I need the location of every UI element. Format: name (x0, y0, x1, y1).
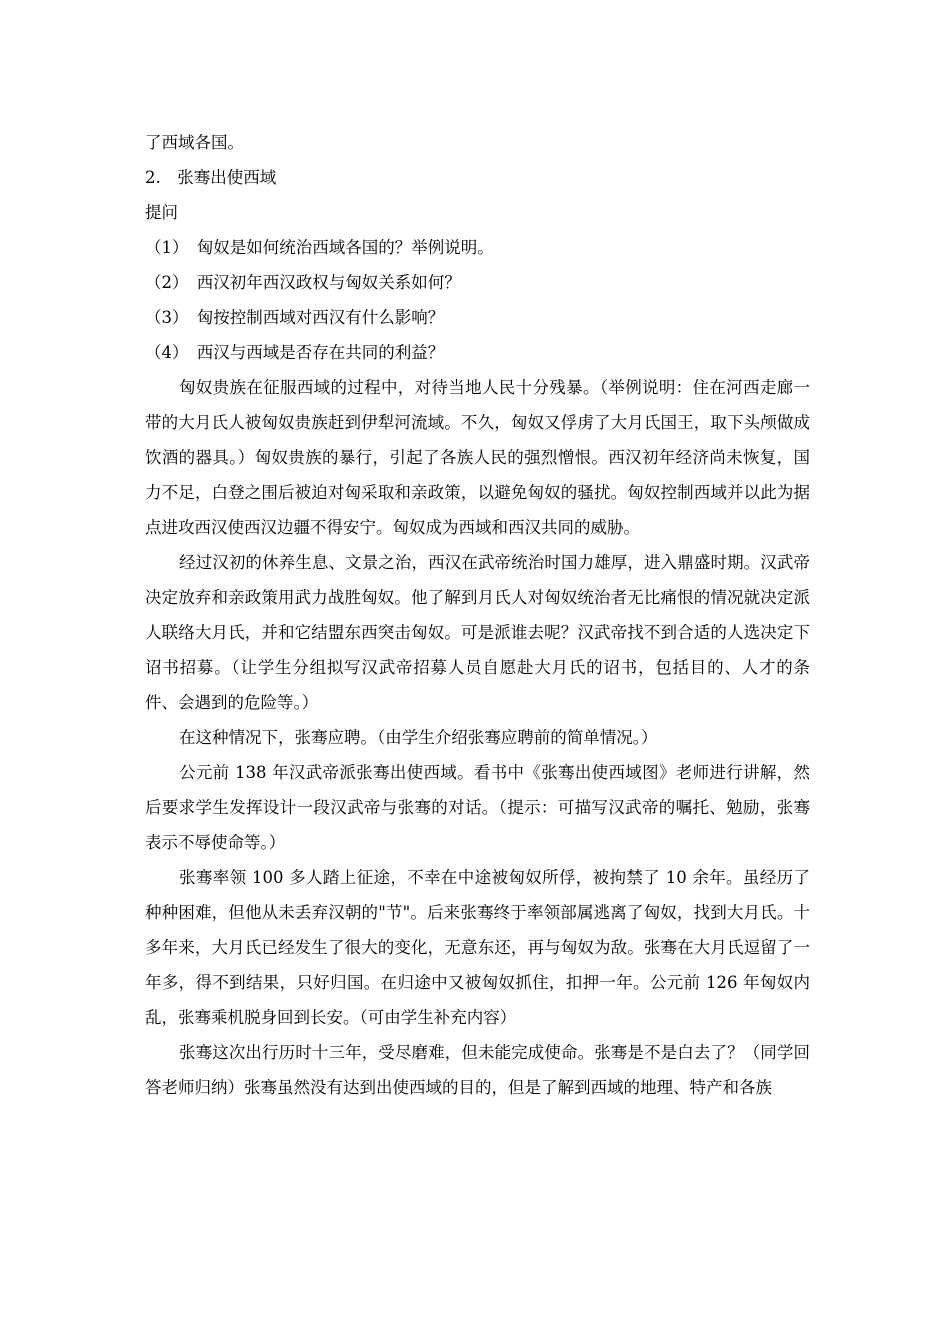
paragraph: 匈奴贵族在征服西域的过程中，对待当地人民十分残暴。（举例说明：住在河西走廊一带的大月氏人被匈奴贵族赶到伊犁河流域。不久，匈奴又俘虏了大月氏国王，取下头颅做成饮酒的器具。）匈奴贵族的暴行，引起了各族人民的强烈憎恨。西汉初年经济尚未恢复，国力不足，白登之围后被迫对匈采取和亲政策，以避免匈奴的骚扰。匈奴控制西域并以此为据点进攻西汉使西汉边疆不得安宁。匈奴成为西域和西汉共同的威胁。 (145, 378, 810, 537)
section-heading: 2. 张骞出使西域 (145, 168, 277, 187)
question-item: （2） 西汉初年西汉政权与匈奴关系如何？ (145, 273, 461, 292)
question-item: （4） 西汉与西域是否存在共同的利益？ (145, 343, 445, 362)
question-item: （3） 匈按控制西域对西汉有什么影响？ (145, 308, 445, 327)
text-line: 了西域各国。 (145, 133, 244, 152)
paragraph: 张骞这次出行历时十三年，受尽磨难，但未能完成使命。张骞是不是白去了？（同学回答老师归纳）张骞虽然没有达到出使西域的目的，但是了解到西域的地理、特产和各族 (145, 1043, 810, 1097)
paragraph: 张骞率领 100 多人踏上征途，不幸在中途被匈奴所俘，被拘禁了 10 余年。虽经历了种种困难，但他从未丢弃汉朝的"节"。后来张骞终于率领部属逃离了匈奴，找到大月氏。十多年来，大月氏已经发生了很大的变化，无意东还，再与匈奴为敌。张骞在大月氏逗留了一年多，得不到结果，只好归国。在归途中又被匈奴抓住，扣押一年。公元前 126 年匈奴内乱，张骞乘机脱身回到长安。（可由学生补充内容） (145, 868, 810, 1027)
paragraph: 公元前 138 年汉武帝派张骞出使西域。看书中《张骞出使西域图》老师进行讲解，然后要求学生发挥设计一段汉武帝与张骞的对话。（提示：可描写汉武帝的嘱托、勉励，张骞表示不辱使命等。） (145, 763, 810, 852)
paragraph: 在这种情况下，张骞应聘。（由学生介绍张骞应聘前的简单情况。） (179, 728, 658, 747)
question-heading: 提问 (145, 203, 178, 222)
paragraph: 经过汉初的休养生息、文景之治，西汉在武帝统治时国力雄厚，进入鼎盛时期。汉武帝决定放弃和亲政策用武力战胜匈奴。他了解到月氏人对匈奴统治者无比痛恨的情况就决定派人联络大月氏，并和它结盟东西突击匈奴。可是派谁去呢？汉武帝找不到合适的人选决定下诏书招募。（让学生分组拟写汉武帝招募人员自愿赴大月氏的诏书，包括目的、人才的条件、会遇到的危险等。） (145, 553, 810, 712)
document-body (145, 125, 810, 1105)
question-item: （1） 匈奴是如何统治西域各国的？举例说明。 (145, 238, 494, 257)
